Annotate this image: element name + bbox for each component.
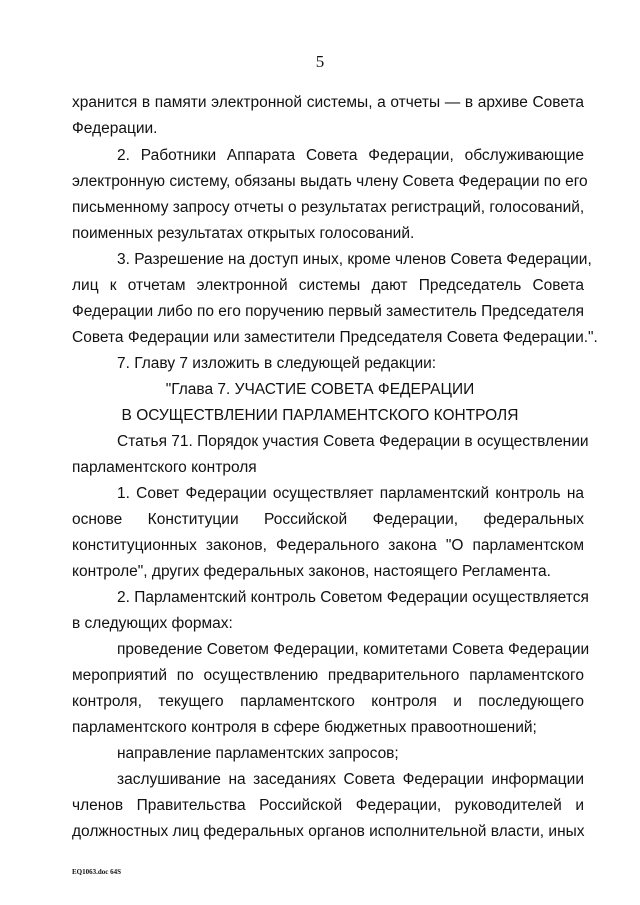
text-line: 1. Совет Федерации осуществляет парламентский контроль на bbox=[117, 485, 584, 502]
text-line: электронную систему, обязаны выдать члену Совета Федерации по его bbox=[72, 173, 588, 190]
text-line: Совета Федерации или заместители Председателя Совета Федерации.". bbox=[72, 329, 598, 346]
text-line: 3. Разрешение на доступ иных, кроме членов Совета Федерации, bbox=[117, 251, 592, 268]
document-code: EQ1063.doc 64S bbox=[72, 868, 122, 876]
text-line: направление парламентских запросов; bbox=[117, 745, 399, 762]
text-line: контроле", других федеральных законов, настоящего Регламента. bbox=[72, 563, 551, 580]
text-line: лиц к отчетам электронной системы дают Председатель Совета bbox=[72, 277, 584, 294]
text-line: должностных лиц федеральных органов исполнительной власти, иных bbox=[72, 823, 585, 840]
text-line: членов Правительства Российской Федерации, руководителей и bbox=[72, 797, 584, 814]
text-line: проведение Советом Федерации, комитетами Совета Федерации bbox=[117, 641, 590, 658]
text-line: мероприятий по осуществлению предварительного парламентского bbox=[72, 667, 584, 684]
chapter-heading: "Глава 7. УЧАСТИЕ СОВЕТА ФЕДЕРАЦИИ bbox=[165, 381, 475, 398]
chapter-heading: В ОСУЩЕСТВЛЕНИИ ПАРЛАМЕНТСКОГО КОНТРОЛЯ bbox=[121, 407, 519, 424]
text-line: конституционных законов, Федерального закона "О парламентском bbox=[72, 537, 584, 554]
text-line: заслушивание на заседаниях Совета Федерации информации bbox=[117, 771, 584, 788]
text-line: 7. Главу 7 изложить в следующей редакции: bbox=[117, 355, 437, 372]
text-line: парламентского контроля в сфере бюджетных правоотношений; bbox=[72, 719, 537, 736]
text-line: Федерации. bbox=[72, 120, 158, 137]
text-line: 2. Парламентский контроль Советом Федерации осуществляется bbox=[117, 589, 589, 606]
article-heading: Статья 71. Порядок участия Совета Федерации в осуществлении bbox=[117, 433, 589, 450]
text-line: письменному запросу отчеты о результатах регистраций, голосований, bbox=[72, 199, 585, 216]
text-line: Федерации либо по его поручению первый заместитель Председателя bbox=[72, 303, 585, 320]
text-line: 2. Работники Аппарата Совета Федерации, обслуживающие bbox=[117, 147, 584, 164]
text-line: в следующих формах: bbox=[72, 615, 233, 632]
text-line: контроля, текущего парламентского контроля и последующего bbox=[72, 693, 584, 710]
text-line: поименных результатах открытых голосований. bbox=[72, 225, 415, 242]
article-heading: парламентского контроля bbox=[72, 459, 257, 476]
page-number: 5 bbox=[315, 52, 325, 71]
text-line: хранится в памяти электронной системы, а отчеты — в архиве Совета bbox=[72, 94, 584, 111]
text-line: основе Конституции Российской Федерации, федеральных bbox=[72, 511, 584, 528]
